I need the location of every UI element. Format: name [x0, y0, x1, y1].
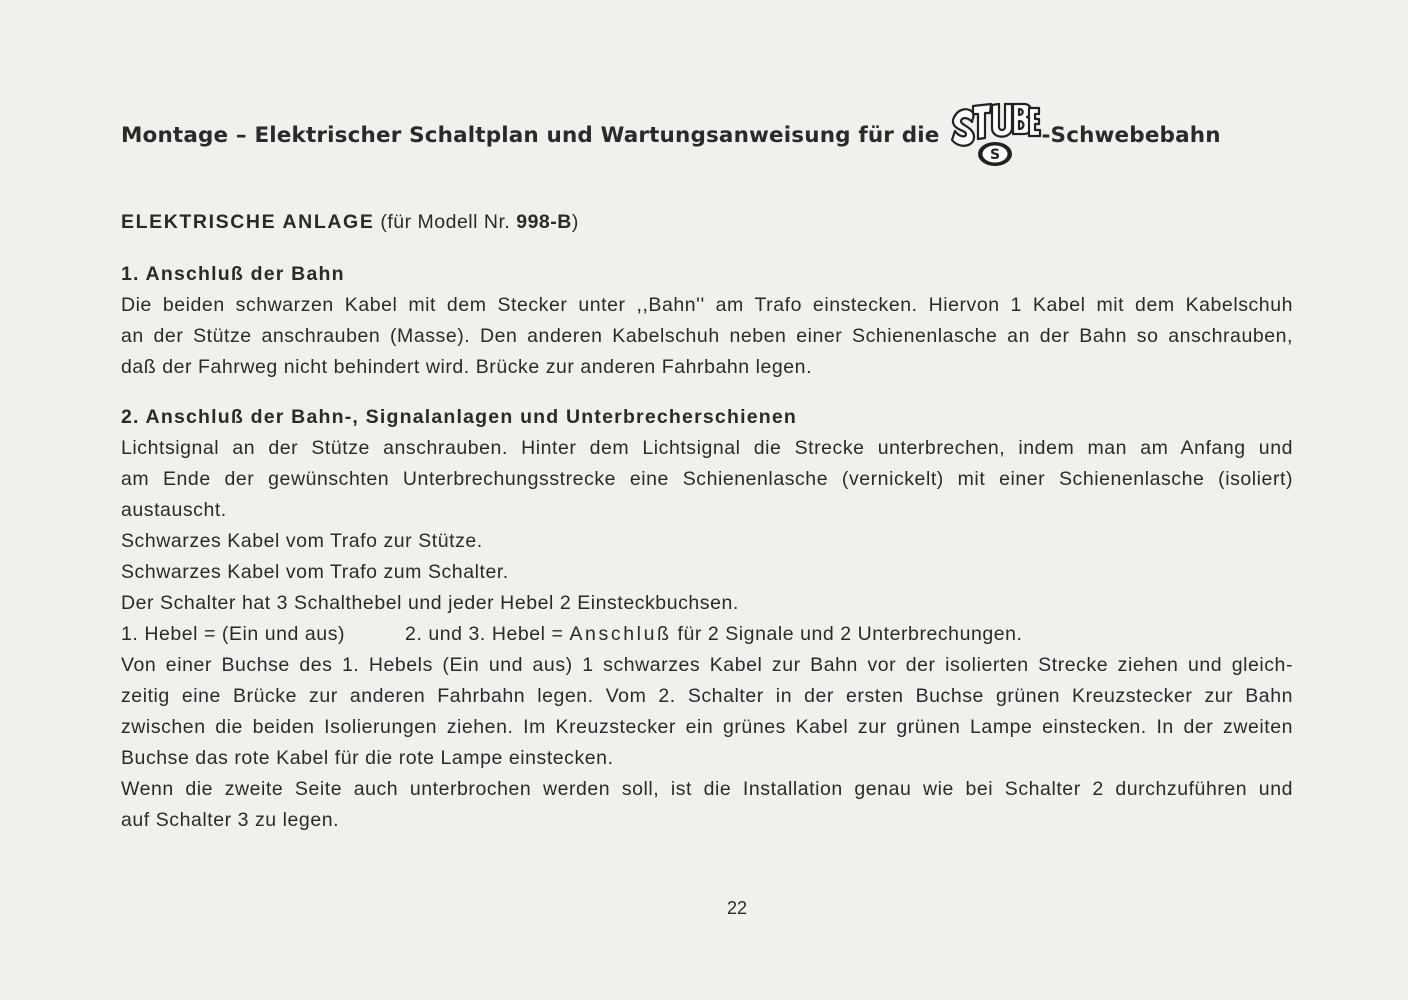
paragraph-line: Schwarzes Kabel vom Trafo zum Schalter.: [121, 561, 509, 583]
section-heading-caps: ELEKTRISCHE ANLAGE: [121, 211, 375, 233]
stube-emblem-letter: S: [990, 147, 1001, 163]
paragraph-line: austauscht.: [121, 499, 227, 521]
paragraph-line: Von einer Buchse des 1. Hebels (Ein und aus) 1 schwarzes Kabel zur Bahn vor der isolierten Strecke ziehen und gleich-: [121, 654, 1293, 676]
hebel-2-spaced: Anschluß: [569, 623, 672, 645]
hebel-1-text: 1. Hebel = (Ein und aus): [121, 623, 346, 645]
paragraph-line: zeitig eine Brücke zur anderen Fahrbahn legen. Vom 2. Schalter in der ersten Buchse grünen Kreuzstecker zur Bahn: [121, 685, 1293, 707]
paragraph-line: auf Schalter 3 zu legen.: [121, 809, 340, 831]
model-number: 998-B: [516, 211, 572, 233]
hebel-line: [121, 619, 1293, 650]
paragraph-line: am Ende der gewünschten Unterbrechungsstrecke eine Schienenlasche (vernickelt) mit einer Schienenlasche (isoliert): [121, 468, 1293, 490]
section-heading-close: ): [571, 211, 579, 233]
paragraph-line: daß der Fahrweg nicht behindert wird. Brücke zur anderen Fahrbahn legen.: [121, 356, 813, 378]
subsection-1: [121, 259, 1293, 383]
paragraph-line: Lichtsignal an der Stütze anschrauben. Hinter dem Lichtsignal die Strecke unterbrechen, indem man am Anfang und: [121, 437, 1293, 459]
title-prefix: Montage – Elektrischer Schaltplan und Wartungsanweisung für die: [121, 122, 940, 148]
paragraph-line: an der Stütze anschrauben (Masse). Den anderen Kabelschuh neben einer Schienenlasche an der Bahn so anschrauben,: [121, 325, 1293, 347]
subsection-2: [121, 402, 1293, 836]
paragraph-line: Buchse das rote Kabel für die rote Lampe einstecken.: [121, 747, 614, 769]
page-number: 22: [726, 898, 748, 918]
paragraph-line: Der Schalter hat 3 Schalthebel und jeder Hebel 2 Einsteckbuchsen.: [121, 592, 739, 614]
paragraph-line: Wenn die zweite Seite auch unterbrochen werden soll, ist die Installation genau wie bei Schalter 2 durchzuführen und: [121, 778, 1293, 800]
paragraph-line: Die beiden schwarzen Kabel mit dem Stecker unter ,,Bahn'' am Trafo einstecken. Hiervon 1 Kabel mit dem Kabelschuh: [121, 294, 1293, 316]
title-suffix: -Schwebebahn: [1041, 122, 1221, 148]
paragraph-line: zwischen die beiden Isolierungen ziehen. Im Kreuzstecker ein grünes Kabel zur grünen Lampe einstecken. In der zweiten: [121, 716, 1293, 738]
section-heading-open: (für Modell Nr.: [374, 211, 517, 233]
paragraph-line: Schwarzes Kabel vom Trafo zur Stütze.: [121, 530, 483, 552]
hebel-2-suffix: für 2 Signale und 2 Unterbrechungen.: [671, 623, 1023, 645]
hebel-2-prefix: 2. und 3. Hebel =: [405, 623, 570, 645]
section-heading: [121, 207, 1293, 238]
page-title: [121, 100, 1291, 170]
stube-logo: [947, 100, 1043, 170]
subsection-1-heading: 1. Anschluß der Bahn: [121, 263, 345, 285]
subsection-2-heading: 2. Anschluß der Bahn-, Signalanlagen und Unterbrecherschienen: [121, 406, 798, 428]
